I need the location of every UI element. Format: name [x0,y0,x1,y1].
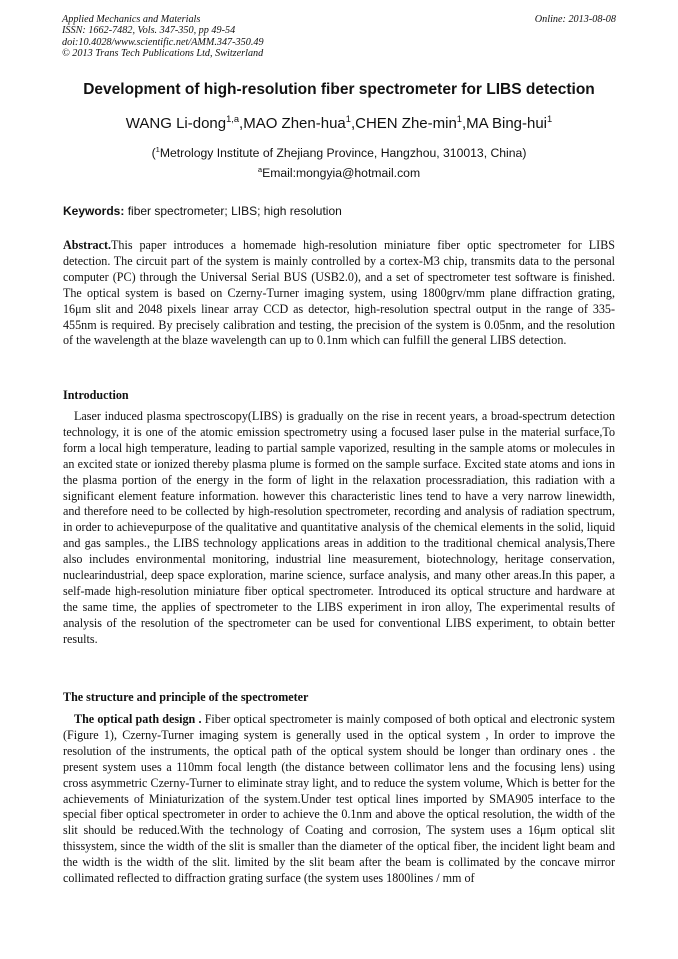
author-affiliation-mark: 1 [345,114,351,124]
contact-email [20,166,658,180]
affiliation-open-paren: ( [151,146,156,160]
online-date: Online: 2013-08-08 [534,14,616,25]
journal-header [62,14,618,59]
keywords [63,204,618,218]
abstract-label: Abstract. [63,238,112,252]
issn-line: ISSN: 1662-7482, Vols. 347-350, pp 49-54 [62,25,236,37]
affiliation-text: Metrology Institute of Zhejiang Province, Hangzhou, 310013, China) [159,146,527,160]
doi-line: doi:10.4028/www.scientific.net/AMM.347-350.49 [62,36,264,48]
author-list [20,115,658,132]
affiliation-mark: 1 [155,144,160,154]
structure-paragraph [63,712,615,887]
abstract-text: This paper introduces a homemade high-resolution miniature fiber optic spectrometer for LIBS detection. The circuit part of the system is mainly controlled by a cortex-M3 chip, transmits data to the personal computer (PC) through the Universal Serial BUS (USB2.0), and a set of spectrometer test software is finished. The optical system is based on Czerny-Turner imaging system, using 1800grv/mm plane diffraction grating, 16μm slit and 2048 pixels linear array CCD as detector, high-resolution spectral output in the range of 335-455nm is required. By precisely calibration and testing, the precision of the system is 0.05nm, and the resolution of the wavelength at the blaze wavelength can up to 0.1nm which can fulfill the general LIBS detection. [63,238,615,348]
email-text: Email:mongyia@hotmail.com [262,166,421,180]
author-separator: , [461,115,467,132]
author-affiliation-mark: 1,a [226,114,240,124]
email-mark: a [257,164,263,174]
keywords-label: Keywords: [63,204,125,218]
author-affiliation-mark: 1 [547,114,553,124]
structure-heading: The structure and principle of the spectrometer [63,690,309,704]
optical-path-lead: The optical path design . [74,712,202,726]
author-name: MAO Zhen-hua [243,115,346,132]
author-separator: , [239,115,244,132]
journal-name: Applied Mechanics and Materials [62,14,201,25]
introduction-heading: Introduction [63,388,129,402]
abstract [63,238,615,349]
author-separator: , [350,115,356,132]
paper-title: Development of high-resolution fiber spectrometer for LIBS detection [83,81,595,98]
author-name: CHEN Zhe-min [355,115,457,132]
keywords-text: fiber spectrometer; LIBS; high resolution [124,204,342,218]
author-name: MA Bing-hui [466,115,548,132]
author-name: WANG Li-dong [125,115,227,132]
affiliation [20,146,658,160]
author-affiliation-mark: 1 [456,114,462,124]
copyright-line: © 2013 Trans Tech Publications Ltd, Switzerland [62,47,264,59]
structure-text: Fiber optical spectrometer is mainly composed of both optical and electronic system (Figure 1), Czerny-Turner imaging system is generally used in the optical system , In order to improve the resolution of the instruments, the optical path of the optical system should be longer than ordinary ones . the present system uses a 110mm focal length (the distance between collimator lens and the focusing lens) using cross asymmetric Czerny-Turner to eliminate stray light, and to reduce the system volume, Which is better for the achievements of Miniaturization of the system.Under test optical lines imported by SMA905 interface to the special fiber optical spectrometer in order to achieve the 0.1nm and above the optical resolution, the width of the slit should be reduced.With the technology of Coating and corrosion, The system uses a 16μm optical slit thissystem, since the width of the slit is smaller than the diameter of the optical fiber, the incident light beam and the width is the width of the slit. limited by the slit beam after the beam is collimated by the concave mirror collimated reflected to diffraction grating surface (the system uses 1800lines / mm of [63,712,615,886]
introduction-paragraph: Laser induced plasma spectroscopy(LIBS) is gradually on the rise in recent years, a broad-spectrum detection technology, it is one of the atomic emission spectrometry using a focused laser pulse in the material surface,To form a local high temperature, leading to partial sample vaporized, resulting in the sample atoms or molecules in an excited state or ionized thereby plasma plume is formed on the sample surface. Excited state atoms and ions in the plasma portion of the energy in the form of light in the relaxation processradiation, this radiation with a significant element feature information. however this characteristic lines tend to have a very narrow linewidth, and therefore need to be collected by high-resolution spectrometer, recording and analysis of radiation spectrum, in order to achievepurpose of the qualitative and quantitative analysis of the chemical elements in the solid, liquid and gas samples., the LIBS technology applications areas in addition to the traditional chemical analysis,There also includes environmental monitoring, industrial line measurement, biotechnology, heritage conservation, nuclearindustrial, deep space exploration, marine science, surface analysis, and many other areas.In this paper, a self-made high-resolution miniature fiber optical spectrometer. Introduced its optical structure and hardware at the same time, the applies of spectrometer to the LIBS experiment in iron alloy, The experimental results of analysis of the resolution of the spectrometer can be used for conventional LIBS experiment, to obtain better results. [63,409,615,646]
